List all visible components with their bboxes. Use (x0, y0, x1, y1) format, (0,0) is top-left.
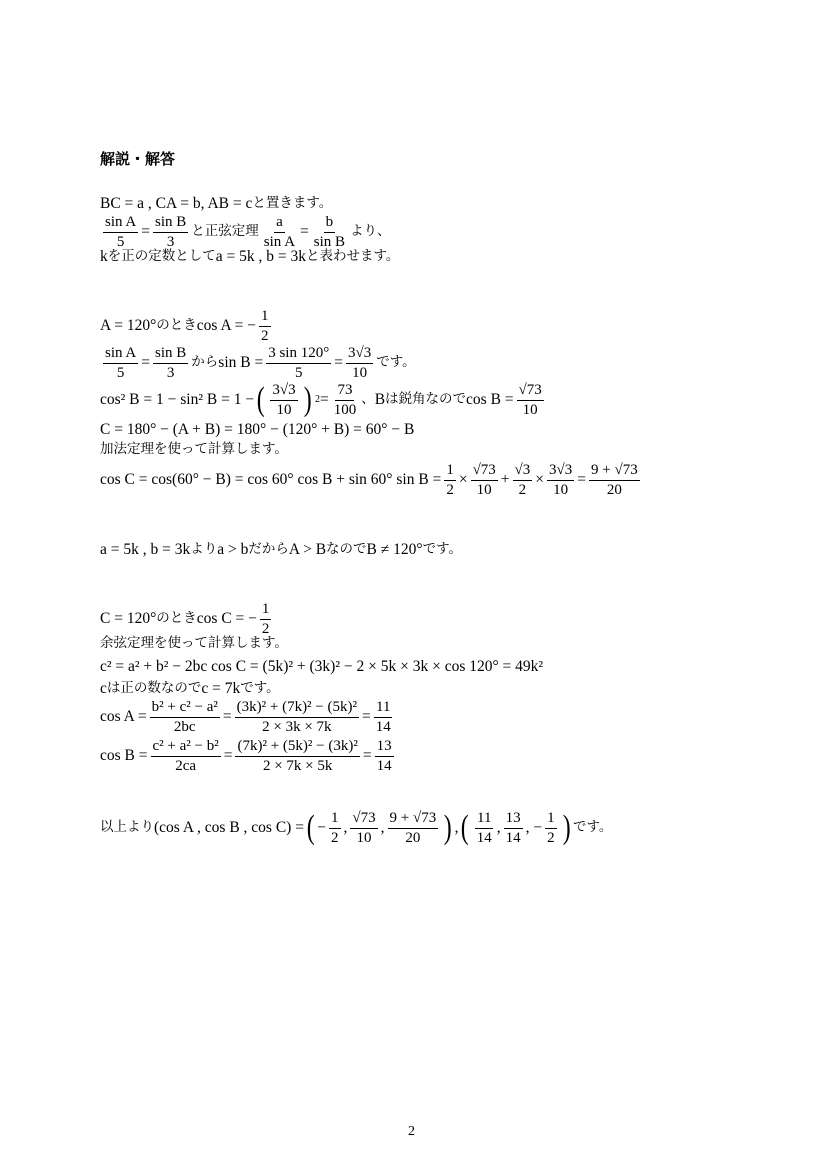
fraction (150, 699, 220, 735)
numerator: (7k)² + (5k)² − (3k)² (235, 738, 359, 757)
solution-line (100, 214, 391, 250)
fraction (235, 699, 359, 735)
solution-line (100, 382, 547, 418)
text-run: から (191, 354, 219, 371)
math-run: C = 120° (100, 610, 157, 628)
fraction (444, 462, 456, 498)
denominator: 2bc (173, 718, 196, 735)
fraction (266, 345, 331, 381)
math-run: (cos A , cos B , cos C) = (154, 819, 304, 837)
denominator: 14 (376, 757, 392, 774)
numerator: √73 (517, 382, 544, 401)
solution-line (100, 810, 612, 846)
solution-line (100, 308, 274, 344)
fraction (504, 810, 523, 846)
fraction (517, 382, 544, 418)
superscript: 2 (314, 394, 320, 405)
fraction (471, 462, 498, 498)
paren: ) (303, 381, 312, 418)
paren: ( (256, 381, 265, 418)
math-run: , (380, 819, 385, 837)
math-run: + (500, 471, 510, 489)
fraction (259, 308, 271, 344)
math-run: = (141, 354, 151, 372)
math-run: = (334, 354, 343, 372)
text-run: を正の定数として (107, 248, 216, 264)
numerator: sin B (153, 345, 188, 364)
math-run: = (222, 708, 232, 726)
text-run: は鋭角なので (385, 391, 467, 408)
math-run: c = 7k (201, 680, 241, 697)
fraction (513, 462, 533, 498)
math-run: C = 180° − (A + B) = 180° − (120° + B) = 60° − B (100, 421, 415, 438)
text-run: より、 (350, 223, 391, 240)
fraction (235, 738, 359, 774)
math-run: cos A = (100, 708, 147, 726)
math-run: , − (525, 819, 543, 837)
text-run: 以上より (100, 819, 154, 836)
fraction (103, 214, 138, 250)
math-run: , (496, 819, 501, 837)
denominator: 5 (116, 233, 125, 250)
numerator: b (324, 214, 336, 233)
denominator: 14 (476, 829, 492, 846)
math-run: cos B = (466, 391, 514, 409)
math-run: = (319, 391, 329, 409)
text-run: のとき (156, 317, 197, 334)
numerator: √3 (513, 462, 533, 481)
denominator: 5 (294, 364, 303, 381)
denominator: 20 (606, 481, 622, 498)
math-run: B (374, 391, 386, 409)
denominator: 10 (553, 481, 569, 498)
numerator: 1 (444, 462, 456, 481)
math-run: BC = a , CA = b, AB = c (100, 195, 253, 212)
denominator: sin A (263, 233, 296, 250)
fraction (262, 214, 297, 250)
fraction (151, 738, 221, 774)
denominator: sin B (313, 233, 346, 250)
solution-line (100, 345, 416, 381)
fraction (153, 214, 188, 250)
text-run: と正弦定理 (191, 223, 259, 240)
denominator: 2 (261, 327, 269, 344)
text-run: と表わせます。 (306, 248, 400, 264)
denominator: 10 (522, 401, 538, 418)
solution-line (100, 443, 288, 457)
solution-line (100, 659, 543, 675)
paren: ( (306, 809, 315, 846)
text-run: なので (326, 541, 367, 557)
math-run: a = 5k , b = 3k (215, 248, 306, 265)
fraction (270, 382, 297, 418)
section-title: 解説・解答 (100, 150, 176, 168)
math-run: , (454, 819, 459, 837)
fraction (260, 601, 272, 637)
numerator: 9 + √73 (589, 462, 640, 481)
denominator: 3 (166, 364, 175, 381)
math-run: sin B = (218, 354, 264, 372)
numerator: 11 (374, 699, 392, 718)
math-run: = (141, 223, 151, 241)
text-run: 加法定理を使って計算します。 (100, 441, 288, 457)
numerator: (3k)² + (7k)² − (5k)² (235, 699, 359, 718)
math-run: a = 5k , b = 3k (100, 541, 191, 558)
math-run: A = 120° (100, 317, 157, 335)
numerator: √73 (471, 462, 498, 481)
paren: ( (461, 809, 470, 846)
numerator: 3 sin 120° (266, 345, 331, 364)
fraction (332, 382, 359, 418)
denominator: 5 (116, 364, 125, 381)
solution-line (100, 601, 274, 637)
math-run: = (362, 708, 371, 726)
numerator: sin B (153, 214, 188, 233)
solution-line (100, 196, 332, 212)
math-run: cos C = cos(60° − B) = cos 60° cos B + sin 60° sin B = (100, 471, 442, 489)
fraction (346, 345, 373, 381)
math-run: = (300, 223, 309, 241)
denominator: 14 (505, 829, 521, 846)
text-run: より (190, 541, 218, 557)
math-run: = (362, 747, 372, 765)
text-run: 、 (361, 391, 375, 408)
denominator: 2 × 7k × 5k (262, 757, 333, 774)
text-run: です。 (376, 354, 416, 371)
text-run: と置きます。 (252, 195, 333, 211)
math-run: = (223, 747, 233, 765)
numerator: 13 (375, 738, 394, 757)
denominator: 3 (166, 233, 175, 250)
math-run: = (577, 471, 587, 489)
math-run: cos B = (100, 747, 148, 765)
denominator: 10 (356, 829, 372, 846)
denominator: 14 (375, 718, 391, 735)
numerator: sin A (103, 345, 138, 364)
solution-line (100, 637, 288, 651)
numerator: 3√3 (270, 382, 297, 401)
solution-line (100, 738, 397, 774)
math-run: B ≠ 120° (366, 541, 423, 558)
math-run: cos² B = 1 − sin² B = 1 − (100, 391, 255, 409)
text-run: です。 (572, 819, 613, 836)
numerator: b² + c² − a² (150, 699, 220, 718)
text-run: 余弦定理を使って計算します。 (100, 635, 288, 651)
numerator: √73 (350, 810, 377, 829)
numerator: sin A (103, 214, 138, 233)
fraction (312, 214, 347, 250)
denominator: 2 × 3k × 7k (262, 718, 332, 735)
math-run: c (100, 680, 107, 697)
denominator: 10 (352, 364, 368, 381)
numerator: a (274, 214, 285, 233)
fraction (547, 462, 574, 498)
numerator: 73 (335, 382, 354, 401)
solution-line (100, 462, 643, 498)
math-run: a > b (217, 541, 249, 558)
numerator: 11 (475, 810, 493, 829)
fraction (103, 345, 138, 381)
text-run: は正の数なので (106, 680, 202, 696)
numerator: 13 (504, 810, 523, 829)
fraction (545, 810, 557, 846)
page-number: 2 (408, 1124, 415, 1139)
solution-line (100, 699, 396, 735)
text-run: だから (248, 541, 289, 557)
denominator: 20 (405, 829, 421, 846)
numerator: 1 (260, 601, 272, 620)
denominator: 2 (446, 481, 454, 498)
text-run: です。 (240, 680, 280, 696)
fraction (153, 345, 188, 381)
denominator: 2 (331, 829, 339, 846)
paren: ) (443, 809, 452, 846)
denominator: 2 (518, 481, 527, 498)
math-run: cos A = − (196, 317, 257, 335)
numerator: c² + a² − b² (151, 738, 221, 757)
numerator: 1 (545, 810, 557, 829)
paren: ) (562, 809, 571, 846)
numerator: 9 + √73 (388, 810, 439, 829)
denominator: 10 (276, 401, 292, 418)
math-run: × (535, 471, 545, 489)
numerator: 1 (259, 308, 271, 327)
numerator: 3√3 (346, 345, 373, 364)
math-run: A > B (288, 541, 327, 558)
math-run: k (100, 248, 108, 265)
solution-line (100, 249, 399, 265)
text-run: です。 (422, 541, 463, 557)
fraction (374, 699, 393, 735)
fraction (475, 810, 494, 846)
denominator: 2ca (175, 757, 197, 774)
text-run: のとき (156, 610, 197, 627)
math-run: × (458, 471, 468, 489)
fraction (388, 810, 439, 846)
solution-line (100, 422, 414, 438)
solution-line (100, 542, 462, 558)
numerator: 3√3 (547, 462, 574, 481)
denominator: 100 (333, 401, 357, 418)
solution-line (100, 681, 280, 697)
numerator: 1 (329, 810, 341, 829)
denominator: 10 (476, 481, 492, 498)
math-run: − (317, 819, 327, 837)
math-run: c² = a² + b² − 2bc cos C = (5k)² + (3k)² − 2 × 5k × 3k × cos 120° = 49k² (100, 658, 544, 675)
fraction (375, 738, 394, 774)
denominator: 2 (261, 620, 270, 637)
fraction (329, 810, 341, 846)
math-run: , (343, 819, 348, 837)
math-run: cos C = − (196, 610, 257, 628)
fraction (589, 462, 640, 498)
fraction (350, 810, 377, 846)
denominator: 2 (547, 829, 555, 846)
